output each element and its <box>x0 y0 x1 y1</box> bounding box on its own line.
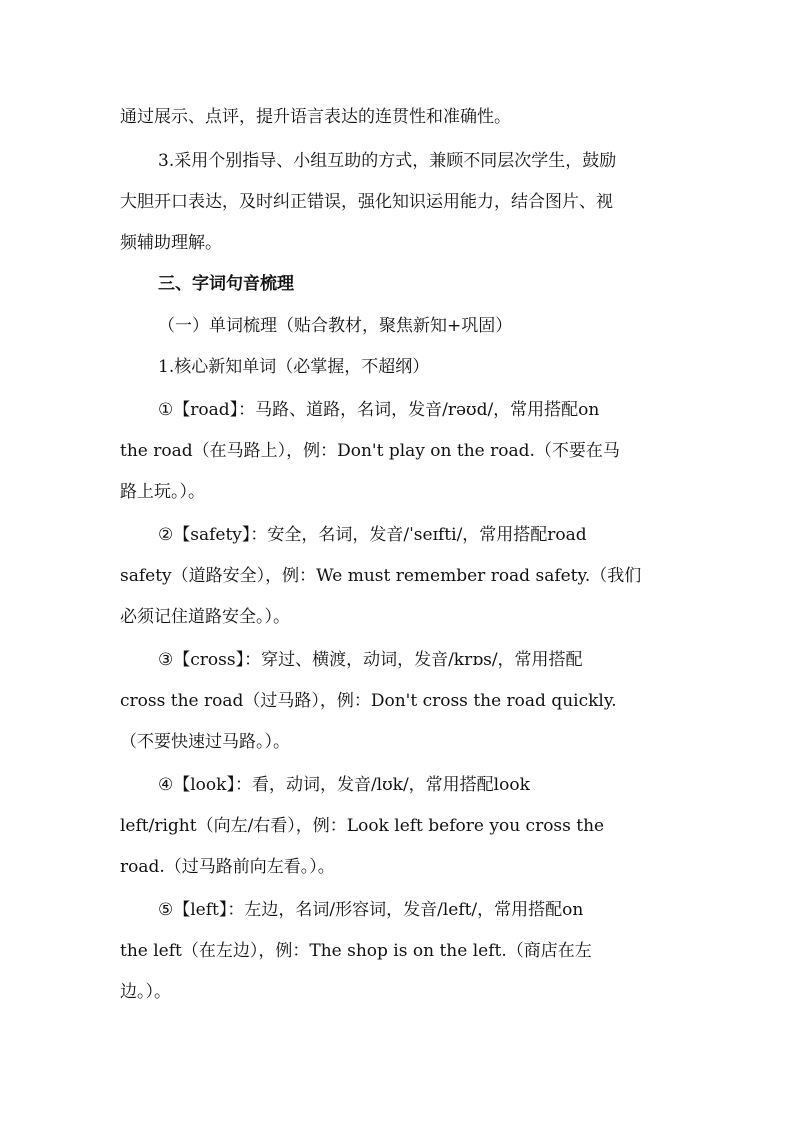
subsection-title: （一）单词梳理（贴合教材，聚焦新知+巩固） <box>158 316 513 336</box>
word-entry-cross-line-2: cross the road（过马路），例：Don't cross the road quickly. <box>120 691 617 711</box>
core-words-heading: 1.核心新知单词（必掌握，不超纲） <box>158 357 430 377</box>
word-entry-safety-line-2: safety（道路安全），例：We must remember road safety.（我们 <box>120 566 642 586</box>
word-entry-safety-line-3: 必须记住道路安全。）。 <box>120 607 290 627</box>
word-entry-look-line-1: ④【look】：看，动词，发音/lʊk/，常用搭配look <box>158 775 530 795</box>
word-entry-road-line-1: ①【road】：马路、道路，名词，发音/rəʊd/，常用搭配on <box>158 400 600 420</box>
word-entry-look-line-2: left/right（向左/右看），例：Look left before you cross the <box>120 816 605 836</box>
word-entry-road-line-2: the road（在马路上），例：Don't play on the road.（不要在马 <box>120 441 620 461</box>
word-entry-left-line-1: ⑤【left】：左边，名词/形容词，发音/left/，常用搭配on <box>158 900 584 920</box>
word-entry-road-line-3: 路上玩。）。 <box>120 482 205 502</box>
word-entry-cross-line-1: ③【cross】：穿过、横渡，动词，发音/krɒs/，常用搭配 <box>158 650 583 670</box>
intro-paragraph-line: 通过展示、点评，提升语言表达的连贯性和准确性。 <box>120 107 511 127</box>
word-entry-left-line-2: the left（在左边），例：The shop is on the left.（商店在左 <box>120 941 592 961</box>
method-3-line-2: 大胆开口表达，及时纠正错误，强化知识运用能力，结合图片、视 <box>120 192 613 212</box>
section-title: 三、字词句音梳理 <box>158 274 294 294</box>
method-3-line-1: 3.采用个别指导、小组互助的方式，兼顾不同层次学生，鼓励 <box>158 151 617 171</box>
word-entry-cross-line-3: （不要快速过马路。）。 <box>120 732 290 752</box>
word-entry-left-line-3: 边。）。 <box>120 982 171 1002</box>
word-entry-safety-line-1: ②【safety】：安全，名词，发音/ˈseɪfti/，常用搭配road <box>158 525 587 545</box>
method-3-line-3: 频辅助理解。 <box>120 233 222 253</box>
word-entry-look-line-3: road.（过马路前向左看。）。 <box>120 857 335 877</box>
